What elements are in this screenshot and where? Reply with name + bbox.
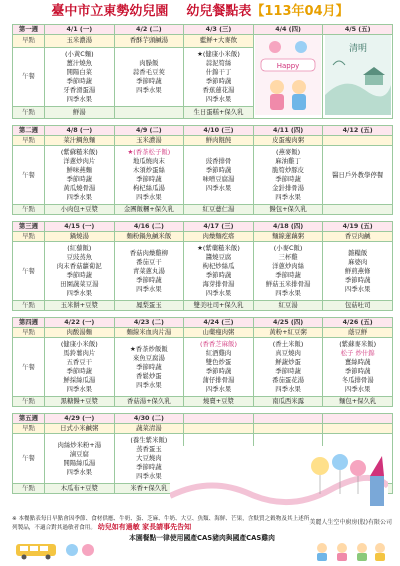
lunch-dish: 四季水果 — [66, 385, 93, 393]
breakfast-item: 日式小米鹹粥 — [45, 424, 115, 434]
week-table-1 — [12, 24, 393, 119]
day-date: 4/3 (三) — [184, 25, 254, 35]
snack-item: 玉米餅+豆漿 — [45, 301, 115, 311]
snack-item: 南瓜西米露 — [253, 397, 323, 407]
lunch-dish: (紫蘇糙米飯) — [60, 148, 98, 156]
lunch-dish: 季節時蔬 — [275, 271, 301, 279]
lunch-dish: 麻油雞丁 — [275, 157, 301, 165]
breakfast-item — [323, 424, 393, 434]
lunch-dish: 枸杞炒絲瓜 — [202, 262, 235, 270]
menu-title: 幼兒餐點表 — [186, 4, 252, 19]
lunch-dish: 四季水果 — [344, 385, 371, 393]
lunch-dish: 蒜香毛豆莢 — [132, 67, 165, 76]
lunch-dish: (紅藜飯) — [67, 244, 92, 252]
kids-illustration — [170, 446, 388, 510]
day-date: 4/4 (四) — [253, 25, 323, 35]
lunch-dish: 番茄豆干 — [136, 257, 162, 266]
lunch-dish: 肉末香菇蘿蔔泥 — [56, 262, 102, 270]
lunch-dish: 青菜蔥丸湯 — [132, 266, 165, 275]
snack-item: 生日蛋糕+保久乳 — [184, 106, 254, 119]
breakfast-label: 早點 — [13, 424, 45, 434]
lunch-items — [323, 146, 393, 205]
lunch-dish: 鮮菇玉米排骨湯 — [265, 280, 311, 288]
snack-item — [323, 205, 393, 215]
lunch-dish: 蒲仔排骨湯 — [202, 376, 235, 384]
day-date: 4/17 (三) — [184, 222, 254, 232]
lunch-items — [45, 434, 115, 484]
lunch-dish: 味噌豆腐湯 — [202, 175, 235, 183]
day-date — [323, 414, 393, 424]
lunch-dish: 來魚豆腐湯 — [132, 353, 165, 362]
lunch-dish: 鮮味燕麵 — [66, 166, 93, 174]
lunch-items — [323, 338, 393, 397]
breakfast-item: 蔬菜清湯 — [114, 424, 184, 434]
lunch-dish: 四季水果 — [275, 289, 301, 297]
lunch-dish: 牙香滑蛋湯 — [63, 85, 96, 94]
breakfast-item: 肉酸湯麵 — [45, 328, 115, 338]
lunch-items — [184, 47, 254, 106]
breakfast-item: 麵粉鍋魚鹹米飯 — [114, 232, 184, 242]
snack-item: 小肉包+豆漿 — [45, 205, 115, 215]
snack-item: 鮮湯 — [45, 106, 115, 119]
lunch-dish: 紅酒雞肉 — [205, 349, 232, 357]
lunch-dish: 四季水果 — [66, 193, 93, 201]
day-date: 4/12 (五) — [323, 126, 393, 136]
week-header-row — [13, 25, 393, 35]
lunch-dish: 豉香排骨 — [205, 157, 232, 165]
day-date: 4/22 (一) — [45, 318, 115, 328]
lunch-dish: 季節時蔬 — [136, 362, 162, 371]
lunch-dish: 大豆燒肉 — [136, 454, 162, 462]
day-date: 4/29 (一) — [45, 414, 115, 424]
week-label: 第五週 — [13, 414, 45, 424]
snack-row — [13, 397, 393, 407]
lunch-items — [114, 242, 184, 301]
snack-item: 饅包+保久乳 — [253, 205, 323, 215]
breakfast-item — [323, 136, 393, 146]
week-table-3 — [12, 221, 393, 311]
lunch-items — [184, 146, 254, 205]
snack-label: 午點 — [13, 397, 45, 407]
week-table-2 — [12, 125, 393, 215]
lunch-dish: 滷豆腐 — [69, 449, 89, 458]
lunch-label: 午餐 — [13, 434, 45, 484]
breakfast-item: 香酥芋頭鹹湯 — [114, 35, 184, 48]
lunch-dish: ★(健康小米飯) — [197, 49, 240, 58]
breakfast-item: 皮蛋瘦肉粥 — [253, 136, 323, 146]
lunch-items — [114, 47, 184, 106]
school-name: 臺中市立東勢幼兒園 — [51, 4, 169, 19]
breakfast-item: 麵線米血肉片湯 — [114, 328, 184, 338]
menu-sheet — [12, 24, 392, 494]
holiday-picture — [323, 35, 393, 119]
lunch-dish: 海芽排骨湯 — [202, 280, 235, 288]
breakfast-item: 菜汁鯛魚麵 — [45, 136, 115, 146]
breakfast-item: 鍋燒湯 — [45, 232, 115, 242]
lunch-dish: 薑絲時蔬 — [344, 358, 371, 366]
lunch-dish: 四季水果 — [66, 289, 93, 297]
breakfast-item: 肉燥麵疙瘩 — [184, 232, 254, 242]
cas-meat-note: 本園餐點一律使用國產CAS豬肉與國產CAS雞肉 — [129, 534, 275, 542]
lunch-dish: 雜糧飯 — [348, 248, 368, 257]
lunch-items — [45, 146, 115, 205]
lunch-dish: 麻婆肉 — [348, 257, 368, 266]
lunch-items — [323, 242, 393, 301]
lunch-dish: 鮮採絲瓜湯 — [63, 376, 96, 384]
breakfast-label: 早點 — [13, 35, 45, 48]
page-title — [0, 4, 400, 20]
snack-item: 鳳梨蛋玉 — [114, 301, 184, 311]
day-date — [253, 414, 323, 424]
lunch-dish: 脆筍炒豚皮 — [272, 166, 305, 174]
breakfast-item: 香豆肉鹹 — [323, 232, 393, 242]
lunch-dish: (養生紫米飯) — [130, 436, 168, 444]
day-date: 4/5 (五) — [323, 25, 393, 35]
lunch-dish: 季節時蔬 — [205, 367, 232, 375]
lunch-dish: 四季水果 — [136, 380, 162, 389]
week-table-4 — [12, 317, 393, 407]
lunch-dish: 季節時蔬 — [136, 76, 162, 85]
lunch-dish: 季節時蔬 — [66, 76, 93, 85]
lunch-dish: 季節時蔬 — [66, 367, 93, 375]
lunch-dish: 四季水果 — [136, 193, 162, 201]
lunch-dish: (香香芝麻飯) — [200, 340, 237, 348]
allergy-warning: 幼兒如有過敏 家長請事先告知 — [97, 523, 192, 531]
breakfast-item — [253, 424, 323, 434]
lunch-dish: 冬瓜排骨湯 — [341, 376, 374, 384]
snack-label: 午點 — [13, 205, 45, 215]
qingming-illustration — [325, 35, 391, 115]
lunch-dish: 四季水果 — [275, 385, 301, 393]
breakfast-item: 山藥瘦肉粥 — [184, 328, 254, 338]
lunch-dish: 馬鈴薯肉片 — [63, 349, 96, 357]
lunch-dish: (燕麥飯) — [275, 148, 301, 156]
snack-label: 午點 — [13, 106, 45, 119]
week-label: 第四週 — [13, 318, 45, 328]
lunch-dish: 真豆燒肉 — [275, 349, 301, 357]
lunch-dish: (健康小米飯) — [60, 340, 98, 348]
day-date: 4/8 (一) — [45, 126, 115, 136]
lunch-dish: 四季水果 — [344, 284, 371, 293]
snack-item: 包菇吐司 — [323, 301, 393, 311]
snack-item: 米香+保久乳 — [114, 484, 184, 494]
lunch-label: 午餐 — [13, 242, 45, 301]
breakfast-item: 藍鮮+大麥飲 — [184, 35, 254, 48]
lunch-dish: 季節時蔬 — [344, 367, 371, 375]
lunch-items — [45, 242, 115, 301]
lunch-dish: 四季水果 — [205, 94, 232, 103]
lunch-dish: 四季水果 — [136, 85, 162, 94]
footer-note-2: 列製品，不適合對其過敏者食用。 — [12, 525, 96, 531]
snack-item: 燒賣+豆漿 — [184, 397, 254, 407]
lunch-dish: 松子 炒什錦 — [340, 349, 375, 357]
lunch-dish: 季節時蔬 — [275, 367, 301, 375]
lunch-dish: 季節時蔬 — [136, 175, 162, 183]
day-date: 4/19 (五) — [323, 222, 393, 232]
lunch-dish: (小黃C麵) — [64, 49, 94, 58]
svg-text:清明: 清明 — [348, 44, 367, 54]
lunch-dish: ★(香茶松子飯) — [127, 148, 171, 156]
lunch-dish: ★(紫藥糙米飯) — [197, 244, 240, 252]
lunch-label: 午餐 — [13, 338, 45, 397]
breakfast-label: 早點 — [13, 328, 45, 338]
day-date — [184, 414, 254, 424]
lunch-dish: (紫蘇麥米飯) — [339, 340, 377, 348]
lunch-dish: 季節時蔬 — [205, 166, 232, 174]
lunch-dish: 四季水果 — [205, 289, 232, 297]
lunch-items — [253, 146, 323, 205]
lunch-dish: 蒸香蛋玉 — [136, 445, 162, 453]
snack-item: 香菇湯+保久乳 — [114, 397, 184, 407]
lunch-items — [184, 338, 254, 397]
day-date: 4/2 (二) — [114, 25, 184, 35]
day-date: 4/23 (二) — [114, 318, 184, 328]
week-label: 第二週 — [13, 126, 45, 136]
lunch-dish: 豆豉蒸魚 — [66, 253, 93, 261]
company-name: 美麗人生空中廚房(股)有限公司 — [309, 519, 392, 526]
week-header-row — [13, 222, 393, 232]
lunch-items — [253, 338, 323, 397]
lunch-dish: 蒜泥筍絲 — [205, 58, 232, 67]
lunch-row — [13, 242, 393, 301]
breakfast-label: 早點 — [13, 232, 45, 242]
snack-row — [13, 301, 393, 311]
breakfast-item: 蔭豆鮮 — [323, 328, 393, 338]
day-date: 4/15 (一) — [45, 222, 115, 232]
lunch-dish: 番茄蛋花湯 — [272, 376, 305, 384]
snack-item: 雙美吐司+保久乳 — [184, 301, 254, 311]
day-date: 4/18 (四) — [253, 222, 323, 232]
lunch-dish: 開陽白菜 — [66, 67, 93, 76]
lunch-items — [45, 338, 115, 397]
lunch-dish: 四季水果 — [275, 193, 301, 201]
lunch-dish: 季節時蔬 — [66, 271, 93, 279]
breakfast-row — [13, 328, 393, 338]
lunch-dish: 肉臊飯 — [139, 58, 159, 67]
lunch-dish: 薑汁燒魚 — [66, 58, 93, 67]
lunch-dish: 洋蔥炒肉片 — [63, 157, 96, 165]
week-label: 第三週 — [13, 222, 45, 232]
week-header-row — [13, 318, 393, 328]
lunch-items — [253, 242, 323, 301]
lunch-dish: 香鬆炒蛋 — [136, 371, 162, 380]
lunch-dish: 四季水果 — [205, 184, 232, 192]
lunch-dish: 什錦干丁 — [205, 67, 232, 76]
lunch-dish: 四季水果 — [205, 385, 232, 393]
lunch-dish: 季節時蔬 — [205, 271, 232, 279]
lunch-dish: 雙色炒蛋 — [205, 358, 232, 366]
snack-item: 黑糖饅+豆漿 — [45, 397, 115, 407]
snack-label: 午點 — [13, 301, 45, 311]
day-date: 4/24 (三) — [184, 318, 254, 328]
lunch-dish: 地瓜燒肉末 — [132, 157, 165, 165]
day-date: 4/11 (四) — [253, 126, 323, 136]
lunch-dish: 四季水果 — [66, 467, 93, 476]
snack-row — [13, 205, 393, 215]
lunch-dish: 季節時蔬 — [136, 275, 162, 284]
svg-text:Happy: Happy — [276, 62, 300, 70]
breakfast-label: 早點 — [13, 136, 45, 146]
lunch-dish: 季節時蔬 — [344, 275, 371, 284]
breakfast-item: 玉米濃湯 — [45, 35, 115, 48]
day-date: 4/9 (二) — [114, 126, 184, 136]
school-bus-icon — [14, 540, 104, 560]
lunch-dish: 香蕉蓮花湯 — [202, 85, 235, 94]
week-header-row — [13, 126, 393, 136]
lunch-row — [13, 338, 393, 397]
day-date: 4/26 (五) — [323, 318, 393, 328]
snack-item: 木瓜布+豆漿 — [45, 484, 115, 494]
lunch-dish: 枸杞絲瓜湯 — [132, 184, 165, 192]
lunch-dish: 開陽絲瓜湯 — [63, 458, 96, 467]
breakfast-row — [13, 136, 393, 146]
lunch-dish: 洋蔥炒肉絲 — [272, 262, 305, 270]
snack-item — [114, 106, 184, 119]
breakfast-row — [13, 424, 393, 434]
lunch-dish: (香土米飯) — [272, 340, 304, 348]
lunch-dish: 木須炒蛋絲 — [132, 166, 165, 174]
week-label: 第一週 — [13, 25, 45, 35]
lunch-items — [114, 338, 184, 397]
lunch-dish: 鮮煎燕條 — [344, 266, 371, 275]
breakfast-row — [13, 35, 393, 48]
lunch-dish: 香菇肉燥雞柳 — [129, 248, 169, 257]
snack-item: 金團飯糰+保久乳 — [114, 205, 184, 215]
day-date: 4/25 (四) — [253, 318, 323, 328]
snack-item: 紅豆湯 — [253, 301, 323, 311]
lunch-items — [45, 47, 115, 106]
day-date: 4/1 (一) — [45, 25, 115, 35]
breakfast-item: 玉米濃湯 — [114, 136, 184, 146]
week-header-row — [13, 414, 393, 424]
lunch-dish: 四季水果 — [136, 284, 162, 293]
lunch-label: 午餐 — [13, 146, 45, 205]
breakfast-item: 麵線蓮藕粥 — [253, 232, 323, 242]
lunch-dish: 季節時蔬 — [205, 76, 232, 85]
lunch-dish: (小麥C飯) — [273, 244, 303, 252]
lunch-dish: 肉絲炒米粉+湯 — [57, 440, 102, 449]
lunch-dish: 田園蔬菜豆湯 — [60, 280, 99, 288]
snack-label: 午點 — [13, 484, 45, 494]
childrens-day-illustration — [255, 35, 321, 115]
breakfast-item — [184, 424, 254, 434]
lunch-dish: 五香豆干 — [66, 358, 93, 366]
holiday-picture — [253, 35, 323, 119]
lunch-row — [13, 146, 393, 205]
month-label: 【113年04月】 — [251, 4, 349, 19]
children-group-icon — [310, 540, 390, 562]
lunch-dish: 三杯雞 — [278, 253, 298, 261]
lunch-dish: 醫日戶外教學停餐 — [332, 170, 384, 179]
day-date: 4/30 (二) — [114, 414, 184, 424]
lunch-dish: 金針排骨湯 — [272, 184, 305, 192]
snack-item: 紅豆薏仁湯 — [184, 205, 254, 215]
breakfast-item: 黃粉+紅豆粥 — [253, 328, 323, 338]
footer-note-1: ※ 本餐點表每日早點會因季節、食材供應、牛奶、蛋、芝麻、牛奶、大豆、魚類、海鮮、芒果，含麩質之穀物及其上述所 — [12, 516, 310, 522]
lunch-dish: 季節時蔬 — [66, 175, 93, 183]
lunch-dish: 季節時蔬 — [136, 463, 162, 471]
lunch-dish: 黃瓜燒骨湯 — [63, 184, 96, 192]
lunch-dish: 四季水果 — [66, 94, 93, 103]
snack-item: 麵包+保久乳 — [323, 397, 393, 407]
breakfast-item: 鮮肉餛飩 — [184, 136, 254, 146]
lunch-dish: 四季水果 — [136, 472, 162, 480]
lunch-dish: 季節時蔬 — [275, 175, 301, 183]
breakfast-row — [13, 232, 393, 242]
lunch-dish: 醬燒豆腐 — [205, 253, 232, 261]
lunch-label: 午餐 — [13, 47, 45, 106]
lunch-items — [184, 242, 254, 301]
lunch-dish: ★香茶炒飯飯 — [130, 344, 168, 353]
day-date: 4/10 (三) — [184, 126, 254, 136]
lunch-dish: 鮮蔬炒蛋 — [275, 358, 301, 366]
lunch-items — [114, 146, 184, 205]
day-date: 4/16 (二) — [114, 222, 184, 232]
